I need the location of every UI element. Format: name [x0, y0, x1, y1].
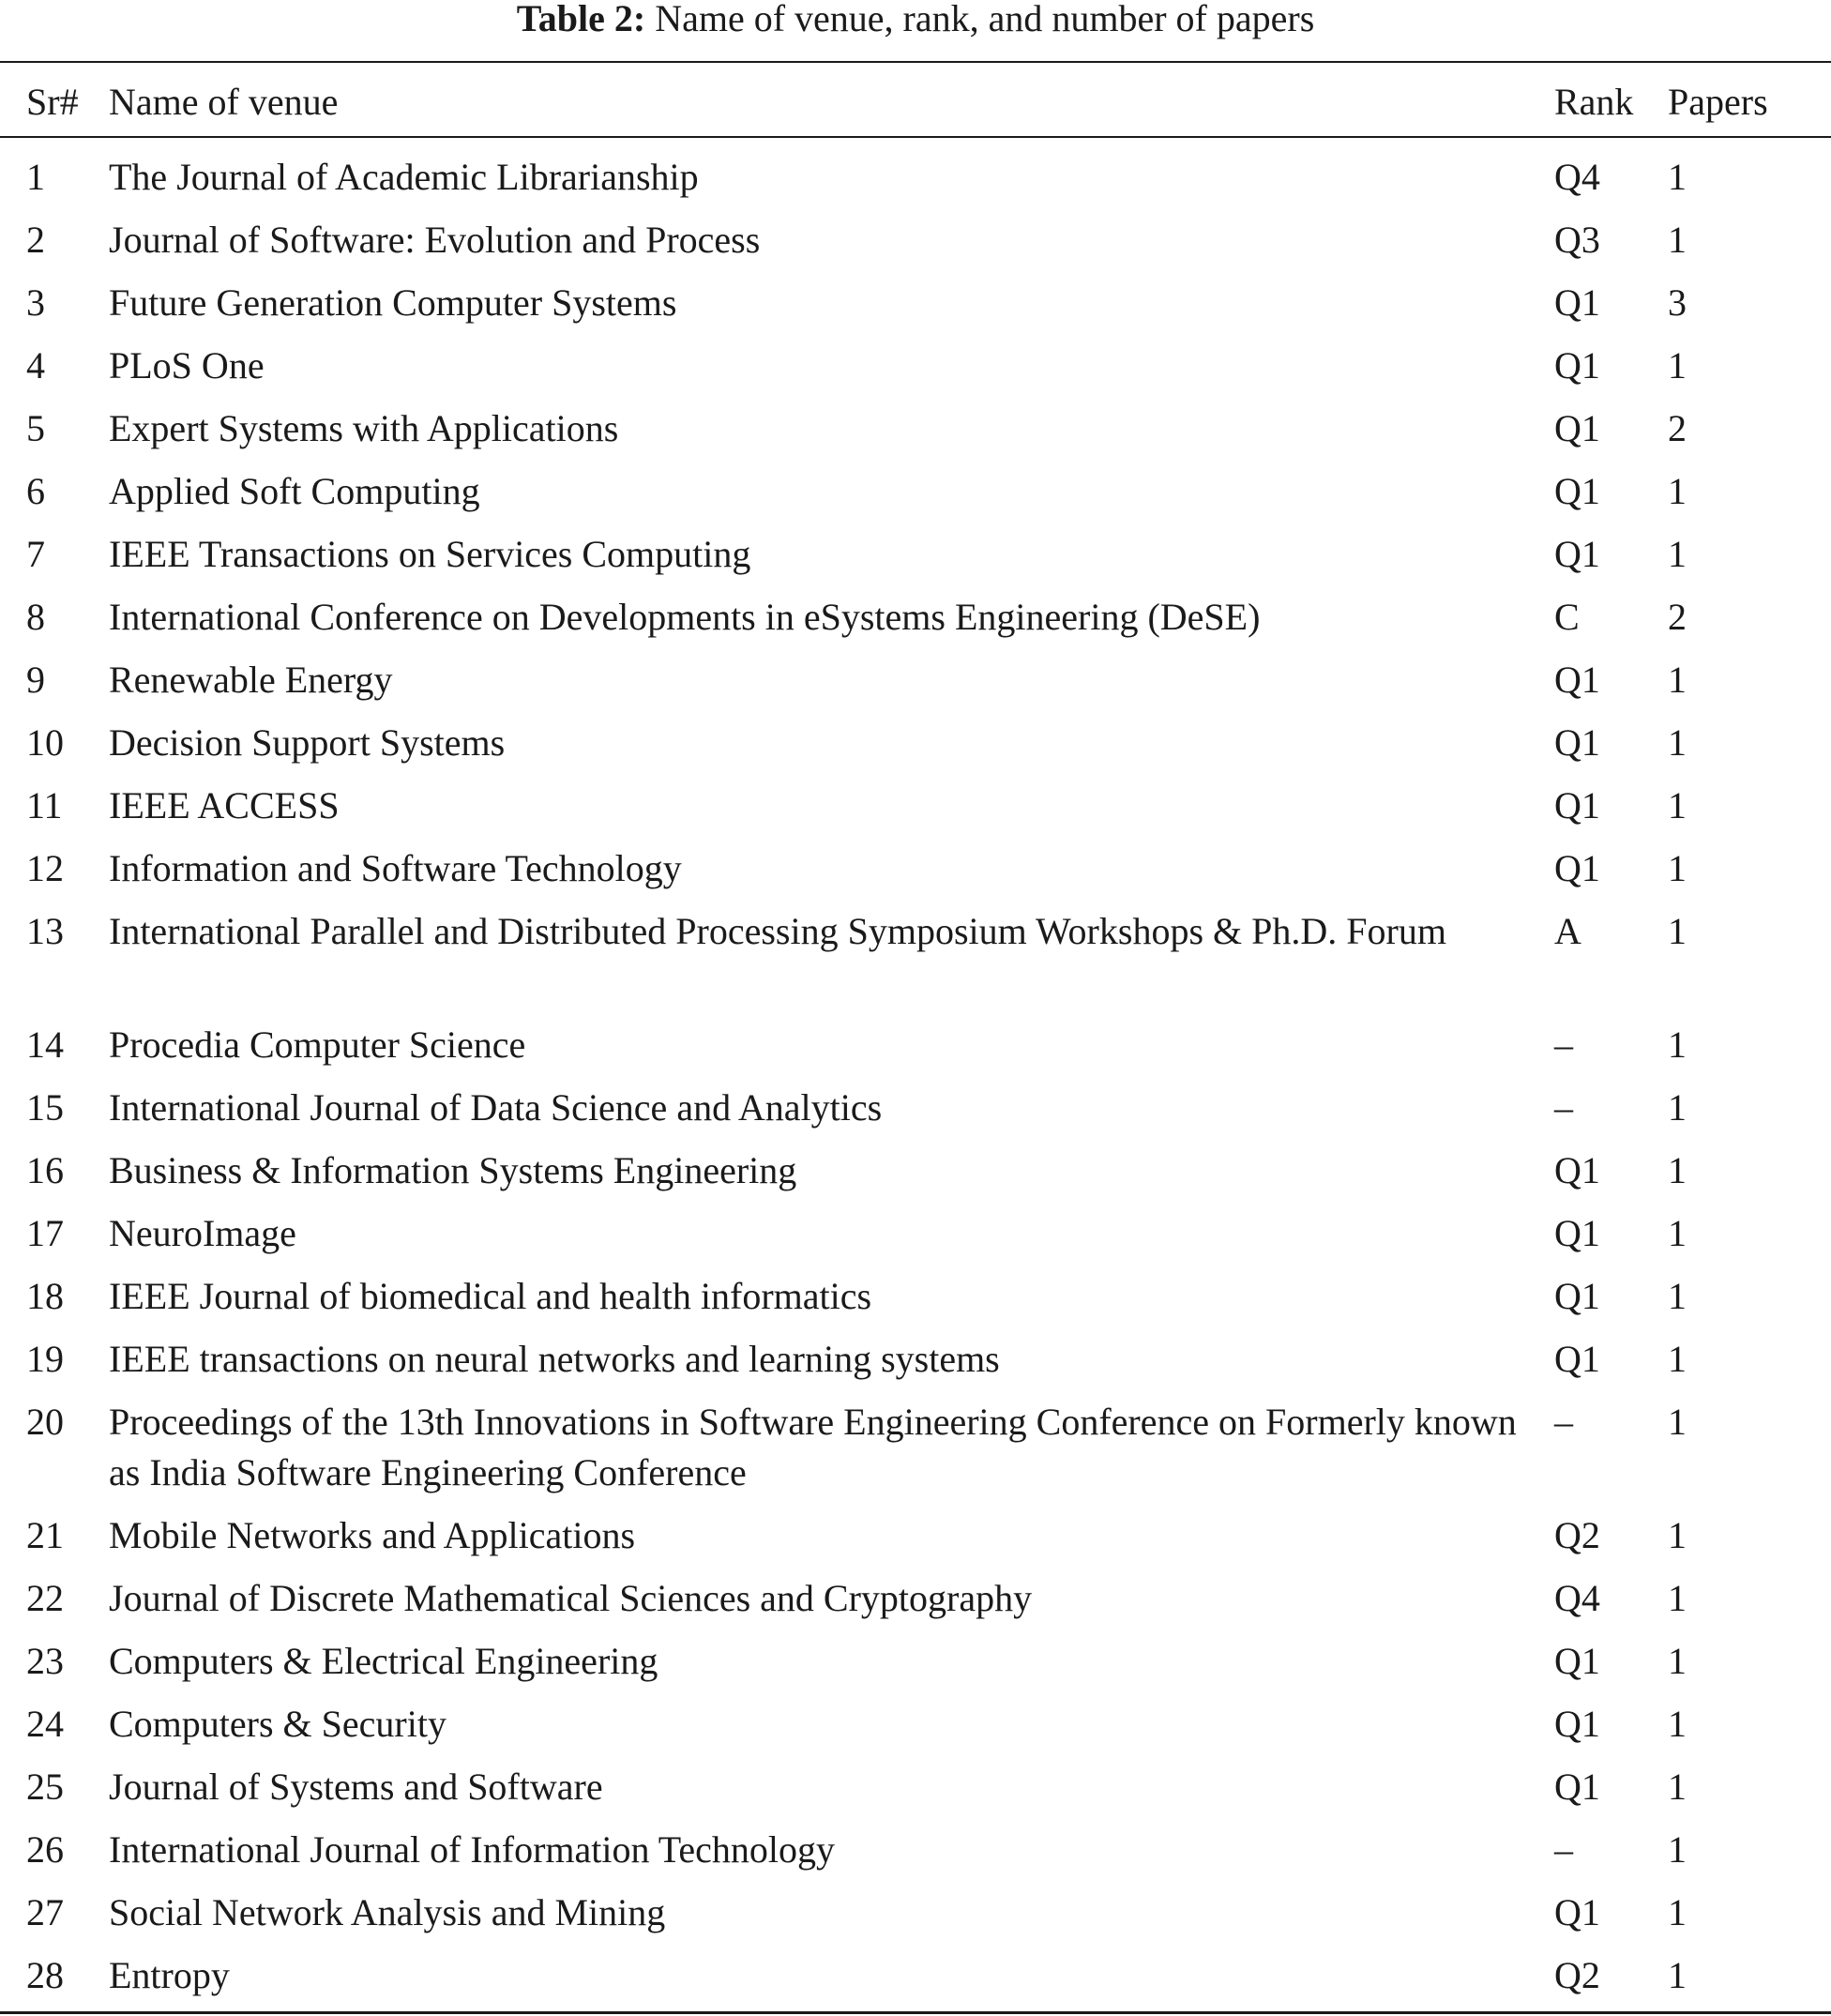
- row-papers: 1: [1668, 1149, 1687, 1191]
- row-papers: 1: [1668, 910, 1687, 952]
- row-sr: 11: [26, 784, 63, 826]
- row-rank: Q1: [1554, 533, 1600, 575]
- row-sr: 9: [26, 659, 45, 701]
- row-rank: Q1: [1554, 1149, 1600, 1191]
- row-rank: –: [1554, 1828, 1573, 1871]
- row-venue-name: Mobile Networks and Applications: [109, 1514, 636, 1556]
- row-venue-name: IEEE ACCESS: [109, 784, 340, 826]
- row-venue-name: Journal of Discrete Mathematical Sciences and Cryptography: [109, 1577, 1033, 1619]
- row-papers: 1: [1668, 1766, 1687, 1808]
- row-papers: 1: [1668, 1086, 1687, 1129]
- header-sr: Sr#: [26, 81, 79, 123]
- row-sr: 17: [26, 1212, 64, 1254]
- row-sr: 12: [26, 847, 64, 889]
- caption-label: Table 2:: [516, 0, 646, 39]
- row-rank: Q2: [1554, 1954, 1600, 1996]
- row-rank: Q1: [1554, 1703, 1600, 1745]
- row-papers: 1: [1668, 1577, 1687, 1619]
- row-venue-name: Journal of Systems and Software: [109, 1766, 603, 1808]
- row-sr: 6: [26, 470, 45, 512]
- row-papers: 1: [1668, 344, 1687, 387]
- row-venue-name: IEEE transactions on neural networks and learning systems: [109, 1338, 1000, 1380]
- row-sr: 20: [26, 1401, 64, 1443]
- row-sr: 3: [26, 281, 45, 324]
- row-rank: Q1: [1554, 407, 1600, 449]
- row-venue-name: Future Generation Computer Systems: [109, 281, 677, 324]
- row-papers: 1: [1668, 533, 1687, 575]
- row-venue-name: Social Network Analysis and Mining: [109, 1891, 666, 1933]
- row-sr: 10: [26, 721, 64, 764]
- row-sr: 28: [26, 1954, 64, 1996]
- row-rank: Q1: [1554, 344, 1600, 387]
- row-venue-name: Procedia Computer Science: [109, 1023, 526, 1066]
- row-sr: 2: [26, 219, 45, 261]
- row-venue-name: Renewable Energy: [109, 659, 393, 701]
- row-papers: 1: [1668, 1640, 1687, 1682]
- row-papers: 1: [1668, 1023, 1687, 1066]
- row-papers: 1: [1668, 1891, 1687, 1933]
- row-rank: Q4: [1554, 1577, 1600, 1619]
- row-venue-name: Information and Software Technology: [109, 847, 682, 889]
- row-rank: Q1: [1554, 659, 1600, 701]
- row-papers: 1: [1668, 1212, 1687, 1254]
- row-rank: Q1: [1554, 1766, 1600, 1808]
- row-papers: 1: [1668, 847, 1687, 889]
- row-papers: 2: [1668, 407, 1687, 449]
- row-rank: Q1: [1554, 1338, 1600, 1380]
- row-sr: 22: [26, 1577, 64, 1619]
- row-sr: 25: [26, 1766, 64, 1808]
- row-rank: Q4: [1554, 156, 1600, 198]
- row-venue-name: International Parallel and Distributed Processing Symposium Workshops & Ph.D. Forum: [109, 910, 1446, 952]
- row-rank: A: [1554, 910, 1581, 952]
- row-rank: –: [1554, 1023, 1573, 1066]
- row-sr: 7: [26, 533, 45, 575]
- row-sr: 16: [26, 1149, 64, 1191]
- header-rule: [0, 136, 1831, 138]
- row-papers: 1: [1668, 1514, 1687, 1556]
- row-venue-name: Decision Support Systems: [109, 721, 506, 764]
- row-papers: 1: [1668, 156, 1687, 198]
- row-papers: 1: [1668, 1828, 1687, 1871]
- row-papers: 1: [1668, 219, 1687, 261]
- row-papers: 1: [1668, 1338, 1687, 1380]
- row-sr: 13: [26, 910, 64, 952]
- row-venue-name: IEEE Transactions on Services Computing: [109, 533, 751, 575]
- row-sr: 8: [26, 596, 45, 638]
- row-venue-name: NeuroImage: [109, 1212, 296, 1254]
- row-rank: Q1: [1554, 470, 1600, 512]
- row-papers: 1: [1668, 1401, 1687, 1443]
- row-venue-name: The Journal of Academic Librarianship: [109, 156, 699, 198]
- row-venue-name: PLoS One: [109, 344, 265, 387]
- row-venue-name: IEEE Journal of biomedical and health informatics: [109, 1275, 872, 1317]
- row-venue-name: Proceedings of the 13th Innovations in Software Engineering Conference on Formerly known as India Software Engineering Conference: [109, 1401, 1517, 1493]
- row-sr: 1: [26, 156, 45, 198]
- row-venue-name: International Conference on Developments in eSystems Engineering (DeSE): [109, 596, 1261, 638]
- row-rank: Q3: [1554, 219, 1600, 261]
- row-sr: 5: [26, 407, 45, 449]
- row-sr: 4: [26, 344, 45, 387]
- header-name: Name of venue: [109, 81, 339, 123]
- row-rank: –: [1554, 1401, 1573, 1443]
- row-rank: Q1: [1554, 1891, 1600, 1933]
- row-rank: Q2: [1554, 1514, 1600, 1556]
- row-sr: 23: [26, 1640, 64, 1682]
- row-venue-name: Expert Systems with Applications: [109, 407, 619, 449]
- row-sr: 27: [26, 1891, 64, 1933]
- row-rank: Q1: [1554, 1275, 1600, 1317]
- row-venue-name: Business & Information Systems Engineering: [109, 1149, 797, 1191]
- row-sr: 18: [26, 1275, 64, 1317]
- row-sr: 21: [26, 1514, 64, 1556]
- row-rank: –: [1554, 1086, 1573, 1129]
- row-rank: Q1: [1554, 847, 1600, 889]
- row-rank: C: [1554, 596, 1580, 638]
- row-rank: Q1: [1554, 1640, 1600, 1682]
- row-rank: Q1: [1554, 721, 1600, 764]
- row-sr: 14: [26, 1023, 64, 1066]
- row-rank: Q1: [1554, 784, 1600, 826]
- row-venue-name: Journal of Software: Evolution and Process: [109, 219, 761, 261]
- header-rank: Rank: [1554, 81, 1634, 123]
- row-sr: 19: [26, 1338, 64, 1380]
- row-venue-name: Computers & Security: [109, 1703, 446, 1745]
- row-rank: Q1: [1554, 1212, 1600, 1254]
- row-papers: 1: [1668, 1703, 1687, 1745]
- row-sr: 26: [26, 1828, 64, 1871]
- row-venue-name: Applied Soft Computing: [109, 470, 480, 512]
- row-rank: Q1: [1554, 281, 1600, 324]
- row-papers: 2: [1668, 596, 1687, 638]
- row-venue-name: International Journal of Data Science and Analytics: [109, 1086, 883, 1129]
- row-papers: 1: [1668, 721, 1687, 764]
- row-venue-name: Computers & Electrical Engineering: [109, 1640, 658, 1682]
- row-venue-name: International Journal of Information Technology: [109, 1828, 836, 1871]
- bottom-rule: [0, 2011, 1831, 2014]
- row-papers: 1: [1668, 1954, 1687, 1996]
- row-sr: 15: [26, 1086, 64, 1129]
- row-papers: 1: [1668, 470, 1687, 512]
- caption-text: Name of venue, rank, and number of papers: [655, 0, 1315, 39]
- top-rule: [0, 61, 1831, 63]
- row-papers: 3: [1668, 281, 1687, 324]
- header-papers: Papers: [1668, 81, 1768, 123]
- table-caption: [0, 0, 1831, 38]
- row-papers: 1: [1668, 659, 1687, 701]
- row-sr: 24: [26, 1703, 64, 1745]
- row-venue-name: Entropy: [109, 1954, 230, 1996]
- row-papers: 1: [1668, 1275, 1687, 1317]
- row-papers: 1: [1668, 784, 1687, 826]
